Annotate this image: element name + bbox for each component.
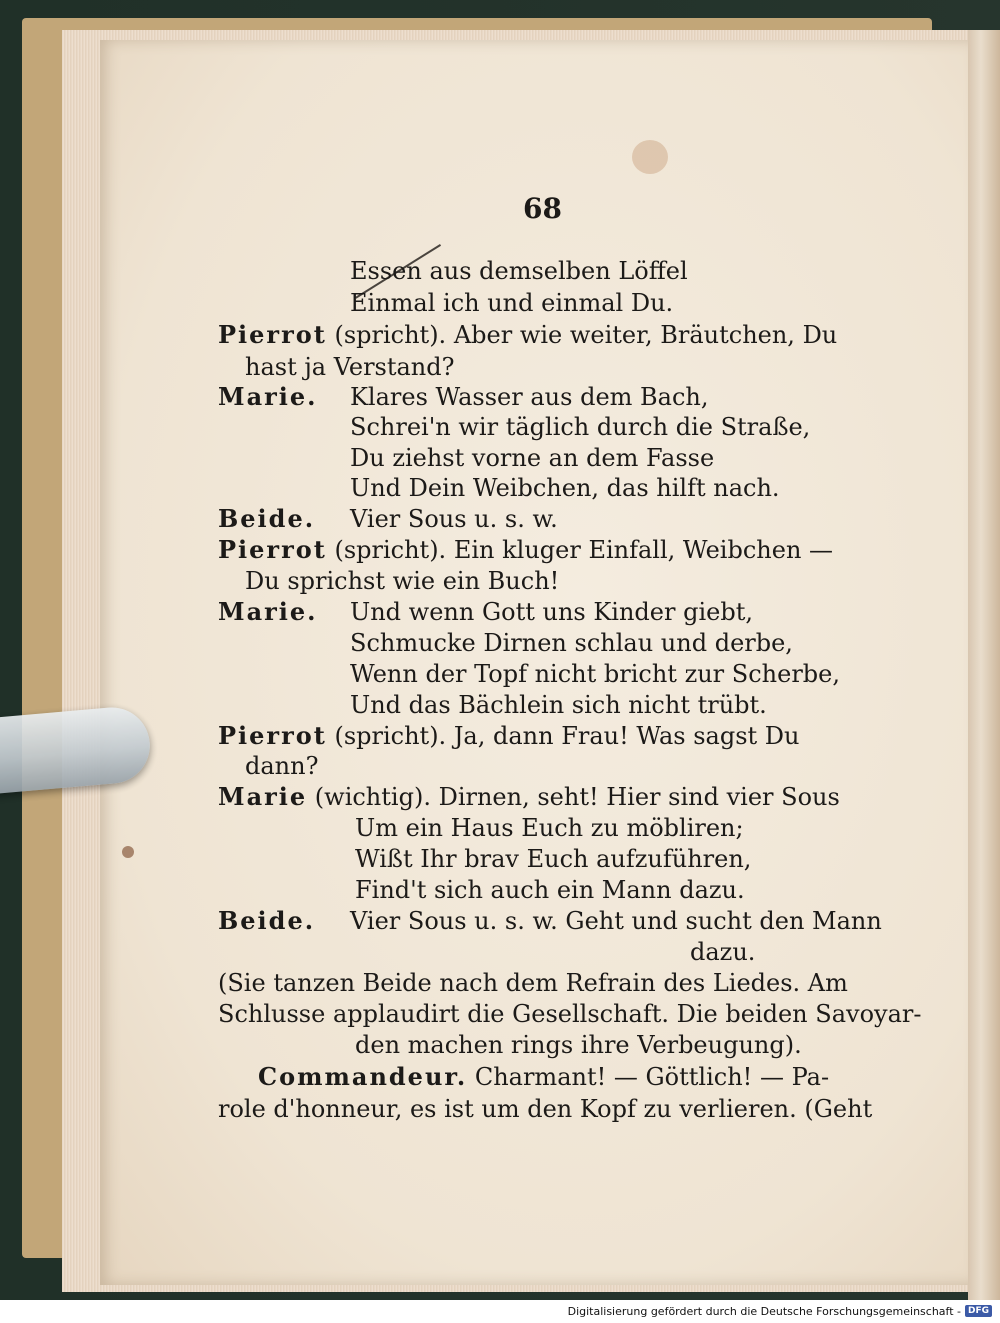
text-line: hast ja Verstand? xyxy=(245,353,455,381)
footer-bar xyxy=(0,1300,1000,1323)
verse-text: Vier Sous u. s. w. Geht und sucht den Mann xyxy=(350,907,882,935)
line-text: Charmant! — Göttlich! — Pa- xyxy=(467,1063,830,1091)
text-line: Und Dein Weibchen, das hilft nach. xyxy=(350,474,780,502)
text-line: Essen aus demselben Löffel xyxy=(350,257,688,285)
text-line: Einmal ich und einmal Du. xyxy=(350,289,674,317)
text-line: Schrei'n wir täglich durch die Straße, xyxy=(350,413,811,441)
verse-text: Und wenn Gott uns Kinder giebt, xyxy=(350,598,753,626)
verse-text: Klares Wasser aus dem Bach, xyxy=(350,383,709,411)
text-line: dazu. xyxy=(690,938,756,966)
text-line: Und das Bächlein sich nicht trübt. xyxy=(350,691,767,719)
speaker-name: Beide. xyxy=(218,906,316,935)
text-line: role d'honneur, es ist um den Kopf zu verlieren. (Geht xyxy=(218,1095,873,1123)
line-text: (spricht). Ja, dann Frau! Was sagst Du xyxy=(326,722,800,750)
dfg-logo-icon: DFG xyxy=(965,1305,992,1317)
text-line: (Sie tanzen Beide nach dem Refrain des Liedes. Am xyxy=(218,969,848,997)
page-number: 68 xyxy=(523,192,562,225)
speaker-name: Commandeur. xyxy=(258,1062,468,1091)
text-line: Um ein Haus Euch zu möbliren; xyxy=(355,814,744,842)
text-line xyxy=(258,1062,829,1092)
speaker-name: Marie. xyxy=(218,382,318,411)
speaker-name: Pierrot xyxy=(218,320,327,349)
speaker-name: Marie xyxy=(218,782,308,811)
paper-stain xyxy=(632,140,668,174)
speaker-name: Marie. xyxy=(218,597,318,626)
speaker-name: Beide. xyxy=(218,504,316,533)
text-line xyxy=(218,721,800,751)
line-text: (spricht). Ein kluger Einfall, Weibchen — xyxy=(326,536,834,564)
text-line: Find't sich auch ein Mann dazu. xyxy=(355,876,745,904)
text-line xyxy=(218,906,882,936)
text-line xyxy=(218,504,558,534)
text-line: den machen rings ihre Verbeugung). xyxy=(355,1031,802,1059)
text-line xyxy=(218,597,753,627)
text-line: Wißt Ihr brav Euch aufzuführen, xyxy=(355,845,752,873)
speaker-name: Pierrot xyxy=(218,721,327,750)
text-line: Du sprichst wie ein Buch! xyxy=(245,567,560,595)
text-line xyxy=(218,535,833,565)
text-line xyxy=(218,382,709,412)
text-line xyxy=(218,320,837,350)
text-line xyxy=(218,782,840,812)
credit-text: Digitalisierung gefördert durch die Deutsche Forschungsgemeinschaft - xyxy=(567,1304,961,1318)
speaker-name: Pierrot xyxy=(218,535,327,564)
paper-stain xyxy=(122,846,134,858)
text-line: Schmucke Dirnen schlau und derbe, xyxy=(350,629,793,657)
text-line: Du ziehst vorne an dem Fasse xyxy=(350,444,715,472)
text-line: dann? xyxy=(245,752,319,780)
digitization-credit xyxy=(568,1301,992,1321)
line-text: (wichtig). Dirnen, seht! Hier sind vier Sous xyxy=(307,783,840,811)
line-text: (spricht). Aber wie weiter, Bräutchen, Du xyxy=(326,321,838,349)
text-line: Schlusse applaudirt die Gesellschaft. Die beiden Savoyar- xyxy=(218,1000,922,1028)
text-line: Wenn der Topf nicht bricht zur Scherbe, xyxy=(350,660,840,688)
verse-text: Vier Sous u. s. w. xyxy=(350,505,558,533)
